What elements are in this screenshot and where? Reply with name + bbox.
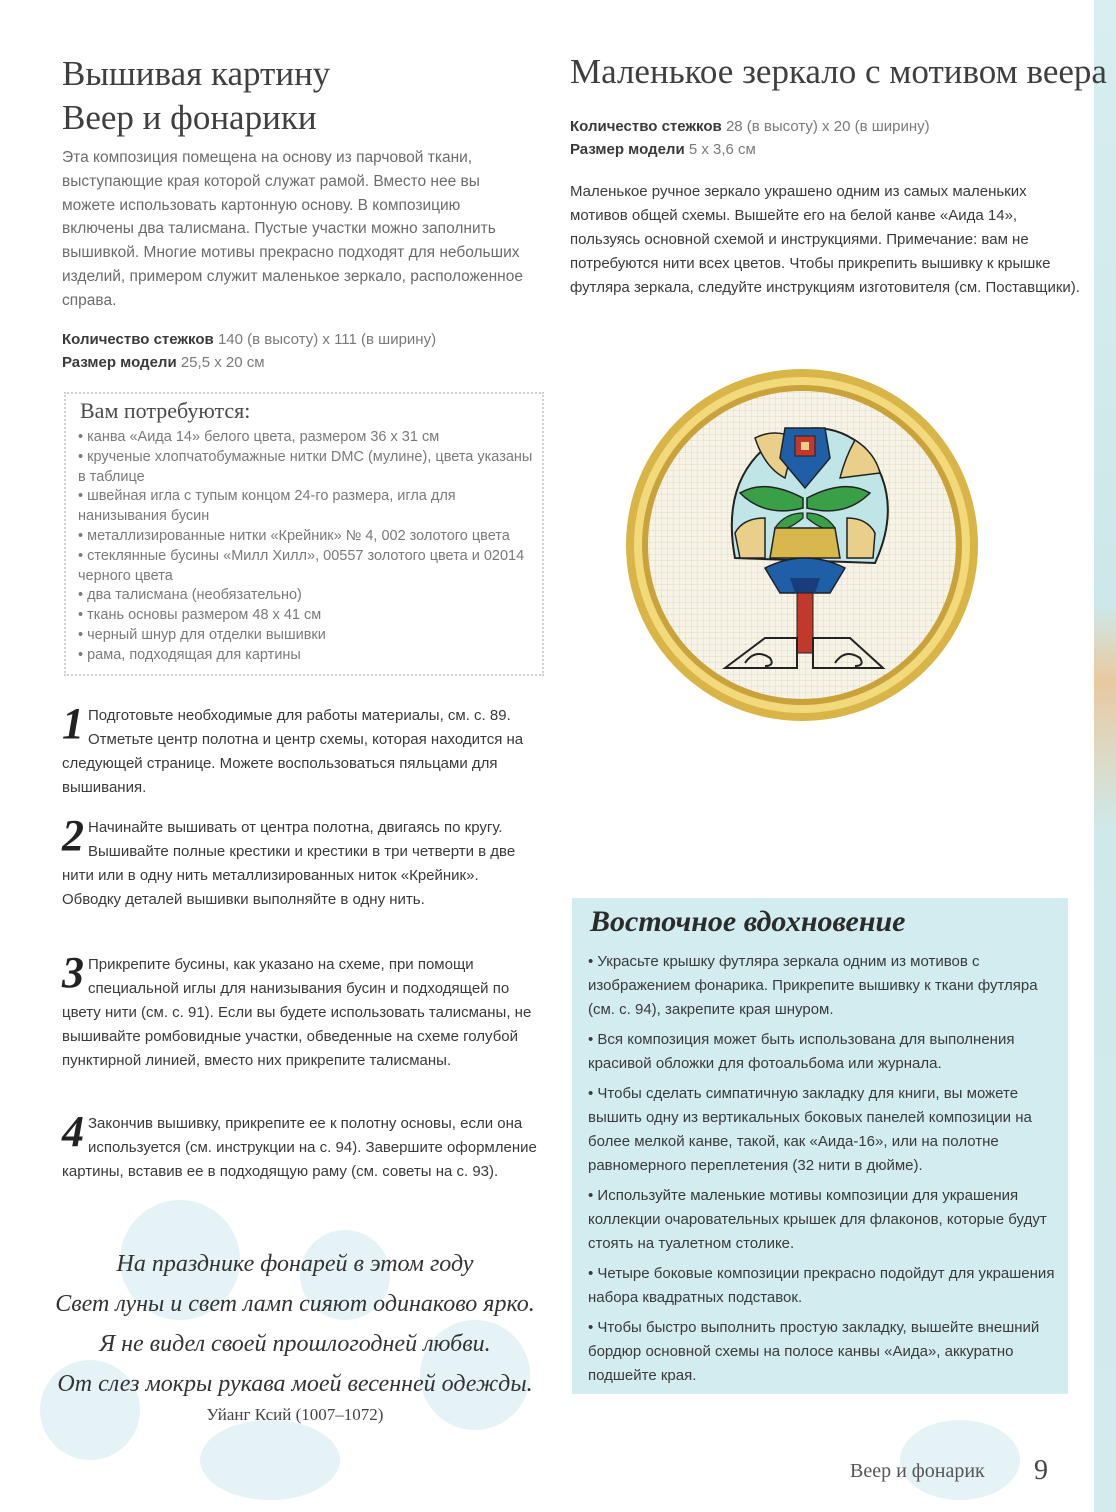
list-item: • Украсьте крышку футляра зеркала одним из мотивов с изображением фонарика. Прикрепите вышивку к ткани футляра (см. с. 94), закрепите края шнуром. <box>588 950 1058 1022</box>
page-number: 9 <box>1034 1455 1048 1486</box>
list-item: • Используйте маленькие мотивы композиции для украшения коллекции очаровательных крышек для флаконов, которые будут стоять на туалетном столике. <box>588 1184 1058 1256</box>
mirror-description: Маленькое ручное зеркало украшено одним из самых маленьких мотивов общей схемы. Вышейте его на белой канве «Аида 14», пользуясь основной схемой и инструкциями. Примечание: вам не потребуются нити всех цветов. Чтобы прикрепить вышивку к крышке футляра зеркала, следуйте инструкциям изготовителя (см. Поставщики). <box>570 183 1080 296</box>
left-specs <box>62 328 542 374</box>
list-item: • черный шнур для отделки вышивки <box>78 626 538 646</box>
intro-paragraph: Эта композиция помещена на основу из парчовой ткани, выступающие края которой служат рамой. Вместо нее вы можете использовать картонную основу. В композицию включены два талисмана. Пустые участки можно заполнить вышивкой. Многие мотивы прекрасно подходят для небольших изделий, примером служит маленькое зеркало, расположенное справа. <box>62 149 523 309</box>
tips-list <box>588 950 1058 1394</box>
list-item: • стеклянные бусины «Милл Хилл», 00557 золотого цвета и 02014 черного цвета <box>78 547 538 587</box>
list-item: • крученые хлопчатобумажные нитки DMC (мулине), цвета указаны в таблице <box>78 448 538 488</box>
poem-author: Уйанг Ксий (1007–1072) <box>206 1405 384 1424</box>
list-item: • ткань основы размером 48 x 41 см <box>78 606 538 626</box>
list-item: • Чтобы сделать симпатичную закладку для книги, вы можете вышить одну из вертикальных боковых панелей композиции на более мелкой канве, такой, как «Аида-16», или на полотне равномерного переплетения (32 нити в дюйме). <box>588 1082 1058 1178</box>
size-label: Размер модели <box>570 141 685 158</box>
size-label: Размер модели <box>62 354 177 371</box>
list-item: • рама, подходящая для картины <box>78 646 538 666</box>
mirror-embroidery-photo <box>625 368 980 723</box>
step-text: Подготовьте необходимые для работы материалы, см. с. 89. Отметьте центр полотна и центр схемы, которая находится на следующей странице. Можете воспользоваться пяльцами для вышивания. <box>62 707 524 796</box>
page-title <box>62 52 330 140</box>
title-line-2: Веер и фонарики <box>62 98 317 137</box>
poem-line: На празднике фонарей в этом году <box>116 1251 474 1277</box>
size-value: 5 x 3,6 см <box>688 141 756 158</box>
stitch-count-label: Количество стежков <box>62 331 214 348</box>
list-item: • Четыре боковые композиции прекрасно подойдут для украшения набора квадратных подставок. <box>588 1262 1058 1310</box>
page-edge-decoration <box>1094 0 1116 1512</box>
step-text: Прикрепите бусины, как указано на схеме, при помощи специальной иглы для нанизывания бусин и подходящей по цвету нити (см. с. 91). Если вы будете использовать талисманы, не вышивайте ромбовидные участки, обведенные на схеме голубой пунктирной линией, вместо них прикрепите талисманы. <box>62 956 532 1069</box>
poem-line: Свет луны и свет ламп сияют одинаково ярко. <box>55 1291 535 1317</box>
tips-title: Восточное вдохновение <box>590 905 906 938</box>
requirements-list <box>78 428 538 666</box>
step-4 <box>62 1107 540 1184</box>
step-text: Закончив вышивку, прикрепите ее к полотну основы, если она используется (см. инструкции на с. 94). Завершите оформление картины, вставив ее в подходящую раму (см. советы на с. 93). <box>62 1115 537 1180</box>
poem <box>40 1244 550 1404</box>
poem-line: От слез мокры рукава моей весенней одежды. <box>57 1371 533 1397</box>
step-number: 2 <box>62 811 84 860</box>
step-3 <box>62 948 540 1073</box>
stitch-count-value: 140 (в высоту) x 111 (в ширину) <box>217 331 437 348</box>
mirror-title: Маленькое зеркало с мотивом веера <box>570 52 1107 91</box>
poem-line: Я не видел своей прошлогодней любви. <box>99 1331 491 1357</box>
footer-section-title: Веер и фонарик <box>850 1460 985 1482</box>
step-text: Начинайте вышивать от центра полотна, двигаясь по кругу. Вышивайте полные крестики и крестики в три четверти в две нити или в одну нить металлизированных ниток «Крейник». Обводку деталей вышивки выполняйте в одну нить. <box>62 819 516 908</box>
step-1 <box>62 699 540 800</box>
step-number: 3 <box>62 948 84 997</box>
step-number: 1 <box>62 699 84 748</box>
stitch-count-label: Количество стежков <box>570 118 722 135</box>
list-item: • швейная игла с тупым концом 24-го размера, игла для нанизывания бусин <box>78 487 538 527</box>
list-item: • два талисмана (необязательно) <box>78 586 538 606</box>
title-line-1: Вышивая картину <box>62 54 331 93</box>
right-specs <box>570 115 1070 161</box>
list-item: • канва «Аида 14» белого цвета, размером 36 x 31 см <box>78 428 538 448</box>
step-2 <box>62 811 540 912</box>
requirements-title: Вам потребуются: <box>80 398 251 423</box>
list-item: • Чтобы быстро выполнить простую закладку, вышейте внешний бордюр основной схемы на полосе канвы «Аида», аккуратно подшейте края. <box>588 1316 1058 1388</box>
stitch-count-value: 28 (в высоту) x 20 (в ширину) <box>725 118 930 135</box>
size-value: 25,5 x 20 см <box>180 354 265 371</box>
step-number: 4 <box>62 1107 84 1156</box>
list-item: • Вся композиция может быть использована для выполнения красивой обложки для фотоальбома или журнала. <box>588 1028 1058 1076</box>
list-item: • металлизированные нитки «Крейник» № 4, 002 золотого цвета <box>78 527 538 547</box>
